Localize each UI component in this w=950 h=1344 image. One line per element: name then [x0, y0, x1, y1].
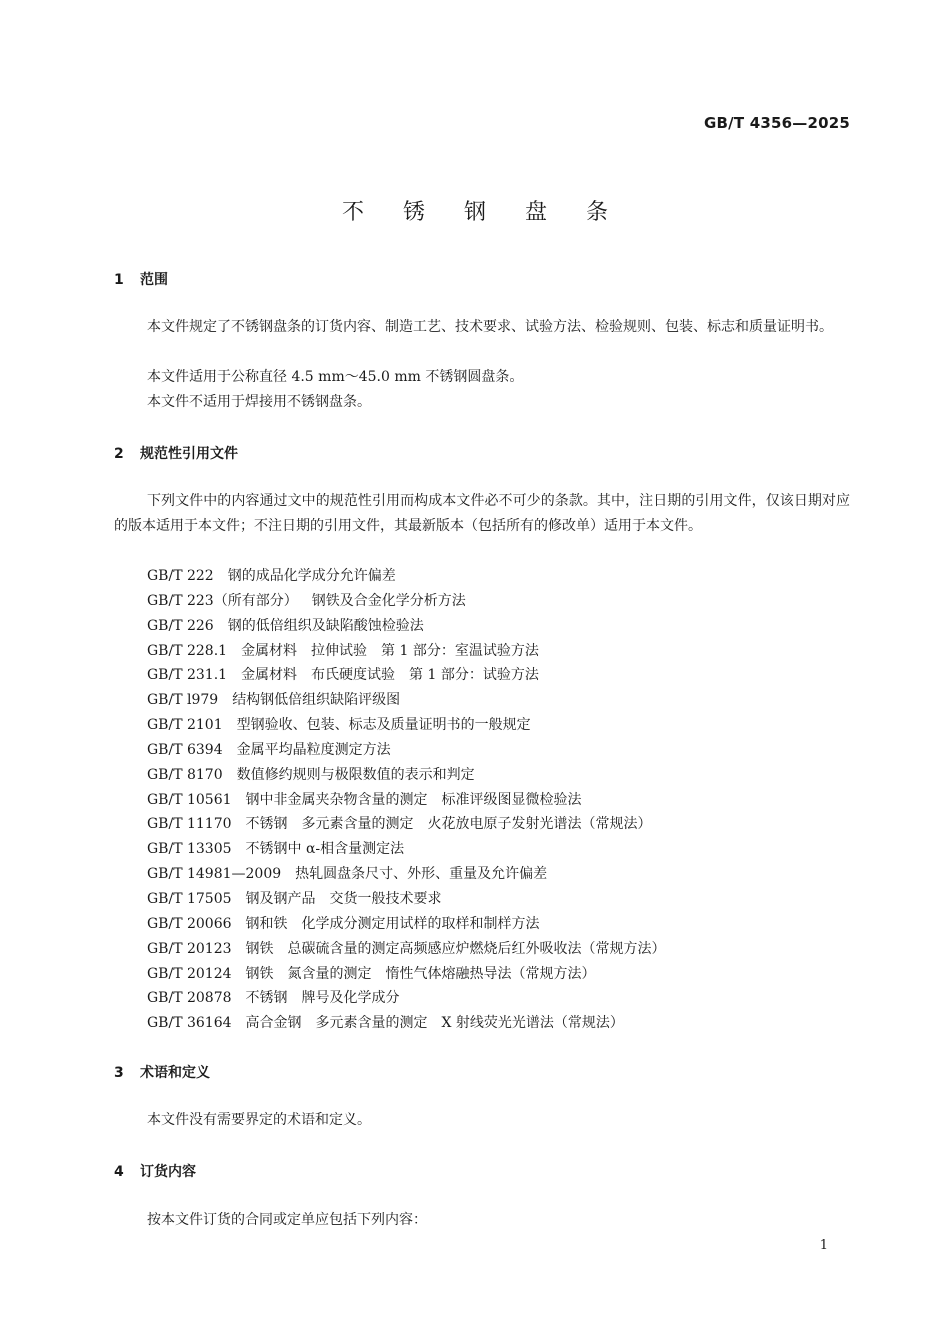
page-number: 1 [819, 1238, 828, 1253]
normative-intro-paragraph: 下列文件中的内容通过文中的规范性引用而构成本文件必不可少的条款。其中，注日期的引用文件，仅该日期对应的版本适用于本文件；不注日期的引用文件，其最新版本（包括所有的修改单）适用于本文件。 [114, 493, 850, 534]
section-title: 规范性引用文件 [140, 446, 238, 462]
reference-title: 钢的低倍组织及缺陷酸蚀检验法 [227, 617, 424, 634]
reference-title: 数值修约规则与极限数值的表示和判定 [236, 766, 475, 783]
reference-code: GB/T 14981—2009 [147, 866, 282, 883]
scope-paragraph-2: 本文件适用于公称直径 4.5 mm～45.0 mm 不锈钢圆盘条。 [147, 369, 524, 385]
reference-title: 钢铁 氮含量的测定 惰性气体熔融热导法（常规方法） [245, 965, 596, 982]
reference-item [147, 937, 666, 962]
reference-code: GB/T 222 [147, 568, 214, 584]
reference-code: GB/T 231.1 [147, 667, 228, 684]
section-heading-scope [114, 269, 168, 289]
reference-item [147, 614, 666, 639]
reference-item [147, 1011, 666, 1036]
reference-item [147, 788, 666, 813]
terms-paragraph: 本文件没有需要界定的术语和定义。 [147, 1112, 371, 1128]
reference-item [147, 887, 666, 912]
reference-item [147, 738, 666, 763]
section-heading-order [114, 1161, 196, 1181]
reference-item [147, 862, 666, 887]
reference-code: GB/T l979 [147, 692, 219, 709]
reference-item [147, 713, 666, 738]
section-heading-terms [114, 1062, 210, 1082]
scope-paragraph-3: 本文件不适用于焊接用不锈钢盘条。 [147, 394, 371, 410]
reference-code: GB/T 228.1 [147, 642, 228, 659]
reference-title: 金属平均晶粒度测定方法 [236, 741, 391, 758]
order-paragraph: 按本文件订货的合同或定单应包括下列内容： [147, 1212, 427, 1228]
reference-title: 钢中非金属夹杂物含量的测定 标准评级图显微检验法 [245, 791, 582, 808]
reference-item [147, 912, 666, 937]
reference-code: GB/T 2101 [147, 717, 223, 734]
reference-title: 钢铁 总碳硫含量的测定高频感应炉燃烧后红外吸收法（常规方法） [245, 940, 666, 957]
reference-item [147, 589, 666, 614]
reference-item [147, 812, 666, 837]
reference-title: 高合金钢 多元素含量的测定 X 射线荧光光谱法（常规法） [245, 1015, 624, 1032]
reference-item [147, 837, 666, 862]
reference-title: 钢及钢产品 交货一般技术要求 [245, 890, 442, 907]
reference-title: 金属材料 布氏硬度试验 第 1 部分：试验方法 [241, 667, 539, 684]
reference-item [147, 639, 666, 664]
reference-code: GB/T 20123 [147, 940, 232, 957]
reference-list [147, 564, 666, 1036]
reference-title: 型钢验收、包装、标志及质量证明书的一般规定 [236, 717, 531, 734]
reference-code: GB/T 226 [147, 617, 214, 634]
reference-item [147, 688, 666, 713]
section-number: 2 [114, 446, 124, 462]
reference-code: GB/T 223（所有部分） [147, 592, 298, 609]
reference-code: GB/T 20878 [147, 990, 232, 1007]
section-number: 3 [114, 1065, 124, 1081]
reference-code: GB/T 20066 [147, 915, 232, 932]
reference-title: 钢的成品化学成分允许偏差 [227, 568, 396, 584]
section-title: 范围 [140, 272, 168, 288]
reference-title: 不锈钢中 α-相含量测定法 [245, 841, 405, 858]
section-heading-normative-references [114, 443, 238, 463]
scope-paragraph-1: 本文件规定了不锈钢盘条的订货内容、制造工艺、技术要求、试验方法、检验规则、包装、标志和质量证明书。 [147, 319, 833, 335]
reference-title: 结构钢低倍组织缺陷评级图 [232, 692, 401, 709]
section-number: 1 [114, 272, 124, 288]
reference-title: 钢铁及合金化学分析方法 [311, 592, 466, 609]
reference-title: 钢和铁 化学成分测定用试样的取样和制样方法 [245, 915, 540, 932]
reference-code: GB/T 13305 [147, 841, 232, 858]
document-title: 不 锈 钢 盘 条 [342, 200, 624, 225]
reference-item [147, 763, 666, 788]
reference-title: 不锈钢 多元素含量的测定 火花放电原子发射光谱法（常规法） [245, 816, 652, 833]
reference-code: GB/T 10561 [147, 791, 232, 808]
reference-item [147, 986, 666, 1011]
standard-code: GB/T 4356—2025 [704, 114, 850, 132]
reference-code: GB/T 11170 [147, 816, 232, 833]
section-number: 4 [114, 1164, 124, 1180]
reference-item [147, 564, 666, 589]
reference-code: GB/T 20124 [147, 965, 232, 982]
reference-item [147, 962, 666, 987]
reference-code: GB/T 8170 [147, 766, 223, 783]
reference-title: 金属材料 拉伸试验 第 1 部分：室温试验方法 [241, 642, 539, 659]
reference-code: GB/T 17505 [147, 890, 232, 907]
section-title: 术语和定义 [140, 1065, 210, 1081]
reference-title: 不锈钢 牌号及化学成分 [245, 990, 400, 1007]
reference-code: GB/T 36164 [147, 1015, 232, 1032]
reference-code: GB/T 6394 [147, 741, 223, 758]
section-title: 订货内容 [140, 1164, 196, 1180]
reference-title: 热轧圆盘条尺寸、外形、重量及允许偏差 [295, 866, 548, 883]
reference-item [147, 663, 666, 688]
